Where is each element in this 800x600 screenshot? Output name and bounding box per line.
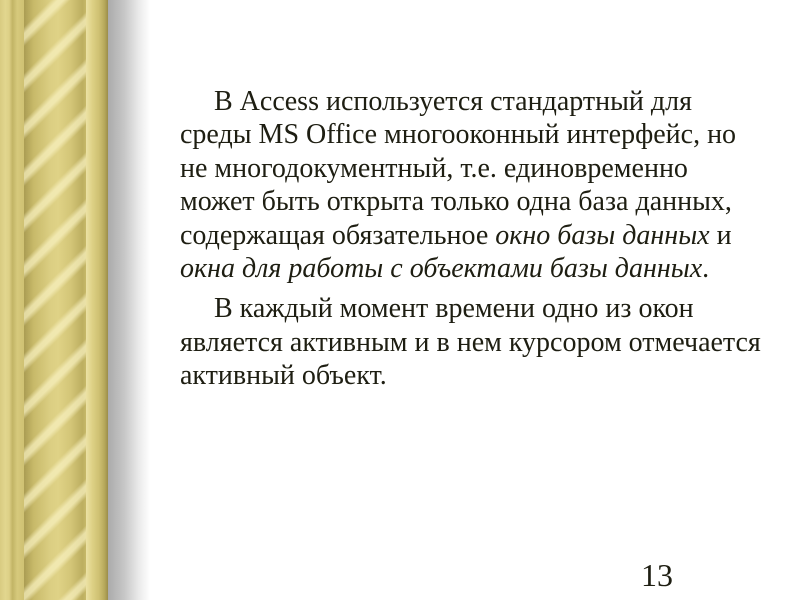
text-segment: В каждый момент времени одно из окон является активным и в нем курсором отмечается активный объект. [180, 293, 761, 392]
slide-body-text [180, 85, 768, 393]
border-rope-column [24, 0, 86, 600]
paragraph [180, 85, 768, 285]
text-segment: В Access используется стандартный для среды MS Office многооконный интерфейс, но не многодокументный, т.е. единовременно может быть открыта только одна база данных, содержащая обязательное [180, 86, 737, 251]
border-left-strip [0, 0, 24, 600]
border-right-strip [86, 0, 108, 600]
italic-text-segment: окно базы данных [495, 219, 710, 251]
border-drop-shadow [108, 0, 150, 600]
page-number: 13 [641, 556, 673, 593]
paragraph [180, 292, 768, 392]
text-segment: . [702, 253, 710, 285]
text-segment: и [709, 219, 732, 251]
italic-text-segment: окна для работы с объектами базы данных [180, 253, 703, 285]
decorative-left-border [0, 0, 150, 600]
